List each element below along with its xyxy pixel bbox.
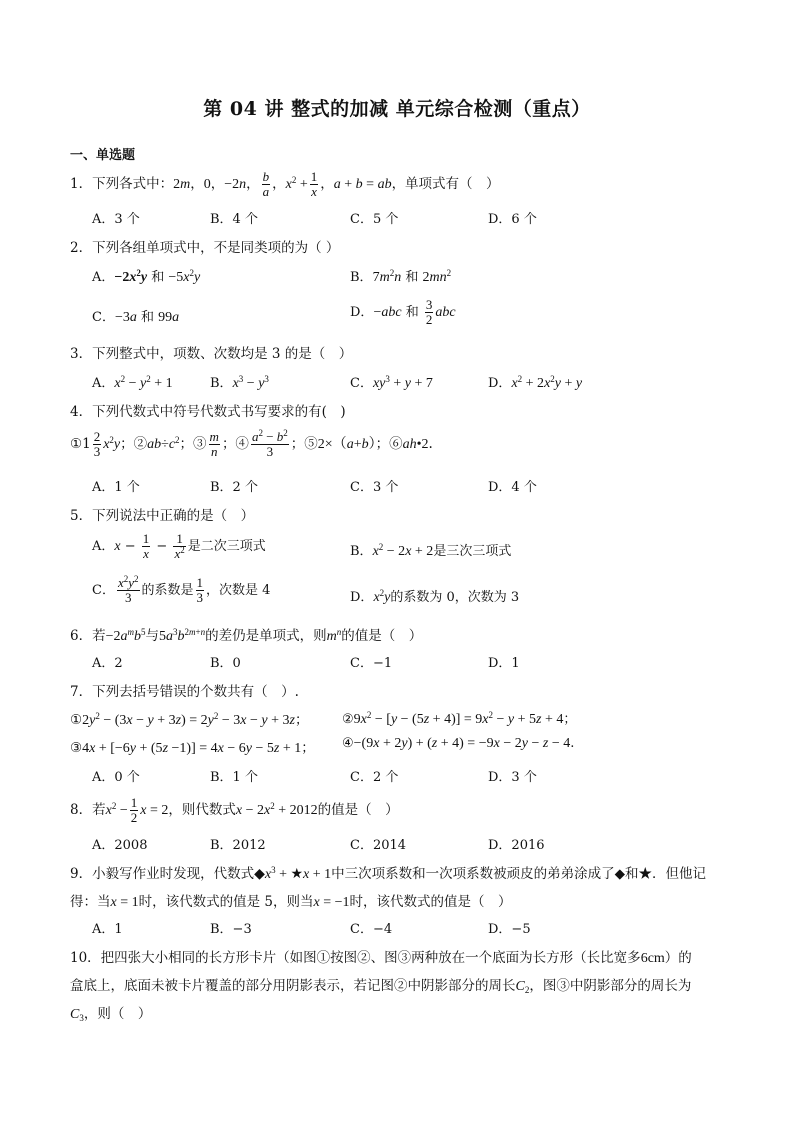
q4-option-b[interactable]: B．2 个 xyxy=(210,480,258,495)
question-9-line-1: 9．小毅写作业时发现，代数式$◆x^3$ + ★x + 1中三次项系数和一次项系数被顽皮的弟弟涂成了◆和★．但他记 xyxy=(70,865,707,882)
q7-option-a[interactable]: A．0 个 xyxy=(92,770,140,785)
q2-option-c[interactable]: C．−3a 和 99a xyxy=(92,310,180,325)
q1-option-c[interactable]: C．5 个 xyxy=(350,212,399,227)
q4-expressions: ①1 $\frac{2}{3}$ $x^2y$；$②ab\div c^2$；③ $\frac{m}{n}$ ；④ $\frac{a^2 - b^2}{3}$ ；⑤2×（a+b）；⑥ah•2. xyxy=(70,428,433,459)
q3-option-b[interactable]: B．$x^3 - y^3$ xyxy=(210,374,269,391)
q7-item-4: ④−(9x + 2y) + (z + 4) = −9x − 2y − z − 4. xyxy=(342,736,575,751)
q7-item-1: $①2y^2 - (3x - y + 3z) = 2y^2 - 3x - y + 3z$； xyxy=(70,711,309,728)
page-title: 第 04 讲 整式的加减 单元综合检测（重点） xyxy=(203,98,591,120)
question-8: 8．若$x^2$ − $\frac{1}{2}$ x = 2，则代数式$x - 2x^2 + 2012$的值是（ ） xyxy=(70,795,399,825)
q4-option-a[interactable]: A．1 个 xyxy=(92,480,140,495)
question-10-line-2: 盒底上，底面未被卡片覆盖的部分用阴影表示，若记图②中阴影部分的周长$C_2$，图③中阴影部分的周长为 xyxy=(70,978,692,995)
q2-option-d[interactable]: D．−abc 和 $\frac{3}{2}$ abc xyxy=(350,297,456,327)
question-7: 7．下列去括号错误的个数共有（ ）. xyxy=(70,684,299,700)
question-9-line-2: 得：当x = 1时，该代数式的值是 5，则当x = −1时，该代数式的值是（ ） xyxy=(70,894,512,910)
q5-option-b[interactable]: B．$x^2 - 2x + 2$是三次三项式 xyxy=(350,542,512,559)
q4-option-d[interactable]: D．4 个 xyxy=(488,480,537,495)
q8-option-d[interactable]: D．2016 xyxy=(488,838,545,853)
q1-option-d[interactable]: D．6 个 xyxy=(488,212,537,227)
q8-option-b[interactable]: B．2012 xyxy=(210,838,266,853)
q6-option-b[interactable]: B．0 xyxy=(210,656,241,671)
question-2: 2．下列各组单项式中，不是同类项的为（ ） xyxy=(70,240,340,256)
q8-option-a[interactable]: A．2008 xyxy=(92,838,148,853)
q5-option-c[interactable]: C． $\frac{x^2y^2}{3}$ 的系数是 $\frac{1}{3}$ ，次数是 4 xyxy=(92,574,271,605)
question-10-line-1: 10．把四张大小相同的长方形卡片（如图①按图②、图③两种放在一个底面为长方形（长比宽多6cm）的 xyxy=(70,950,692,966)
question-6: 6．若$-2a^mb^5$与$5a^3b^{2m+n}$的差仍是单项式，则$m^n$的值是（ ） xyxy=(70,627,423,644)
q6-option-d[interactable]: D．1 xyxy=(488,656,520,671)
q2-option-a[interactable]: A．$-2x^2y$ 和 $-5x^2y$ xyxy=(92,268,201,285)
q1-option-a[interactable]: A．3 个 xyxy=(92,212,140,227)
q7-option-b[interactable]: B．1 个 xyxy=(210,770,258,785)
question-3: 3．下列整式中，项数、次数均是 3 的是（ ） xyxy=(70,346,353,362)
q7-option-c[interactable]: C．2 个 xyxy=(350,770,399,785)
question-5: 5．下列说法中正确的是（ ） xyxy=(70,508,255,524)
q9-option-b[interactable]: B．−3 xyxy=(210,922,252,937)
q2-option-b[interactable]: B．$7m^2n$ 和 $2mn^2$ xyxy=(350,268,452,285)
q6-option-a[interactable]: A．2 xyxy=(92,656,123,671)
q3-option-a[interactable]: A．$x^2 - y^2 + 1$ xyxy=(92,374,173,391)
question-1: 1．下列各式中：2m，0，−2n， $\frac{b}{a}$ ，$x^2$ + $\frac{1}{x}$ ，a + b = ab，单项式有（ ） xyxy=(70,169,500,199)
q9-option-d[interactable]: D．−5 xyxy=(488,922,531,937)
q3-option-d[interactable]: D．$x^2 + 2x^2y + y$ xyxy=(488,374,583,391)
q4-option-c[interactable]: C．3 个 xyxy=(350,480,399,495)
q3-option-c[interactable]: C．$xy^3 + y + 7$ xyxy=(350,374,433,391)
q7-item-2: $②9x^2 - [y - (5z + 4)] = 9x^2 - y + 5z + 4$； xyxy=(342,710,577,727)
q7-option-d[interactable]: D．3 个 xyxy=(488,770,537,785)
section-heading: 一、单选题 xyxy=(70,148,136,163)
q8-option-c[interactable]: C．2014 xyxy=(350,838,407,853)
q7-item-3: ③4x + [−6y + (5z −1)] = 4x − 6y − 5z + 1； xyxy=(70,740,315,756)
q5-option-d[interactable]: D．$x^2y$的系数为 0，次数为 3 xyxy=(350,588,520,605)
q1-option-b[interactable]: B．4 个 xyxy=(210,212,258,227)
q6-option-c[interactable]: C．−1 xyxy=(350,656,393,671)
q9-option-c[interactable]: C．−4 xyxy=(350,922,393,937)
q5-option-a[interactable]: A．x − $\frac{1}{x}$ − $\frac{1}{x^2}$ 是二次三项式 xyxy=(92,531,266,561)
question-10-line-3: $C_3$，则（ ） xyxy=(70,1006,152,1023)
q9-option-a[interactable]: A．1 xyxy=(92,922,123,937)
question-4: 4．下列代数式中符号代数式书写要求的有( ) xyxy=(70,404,346,420)
